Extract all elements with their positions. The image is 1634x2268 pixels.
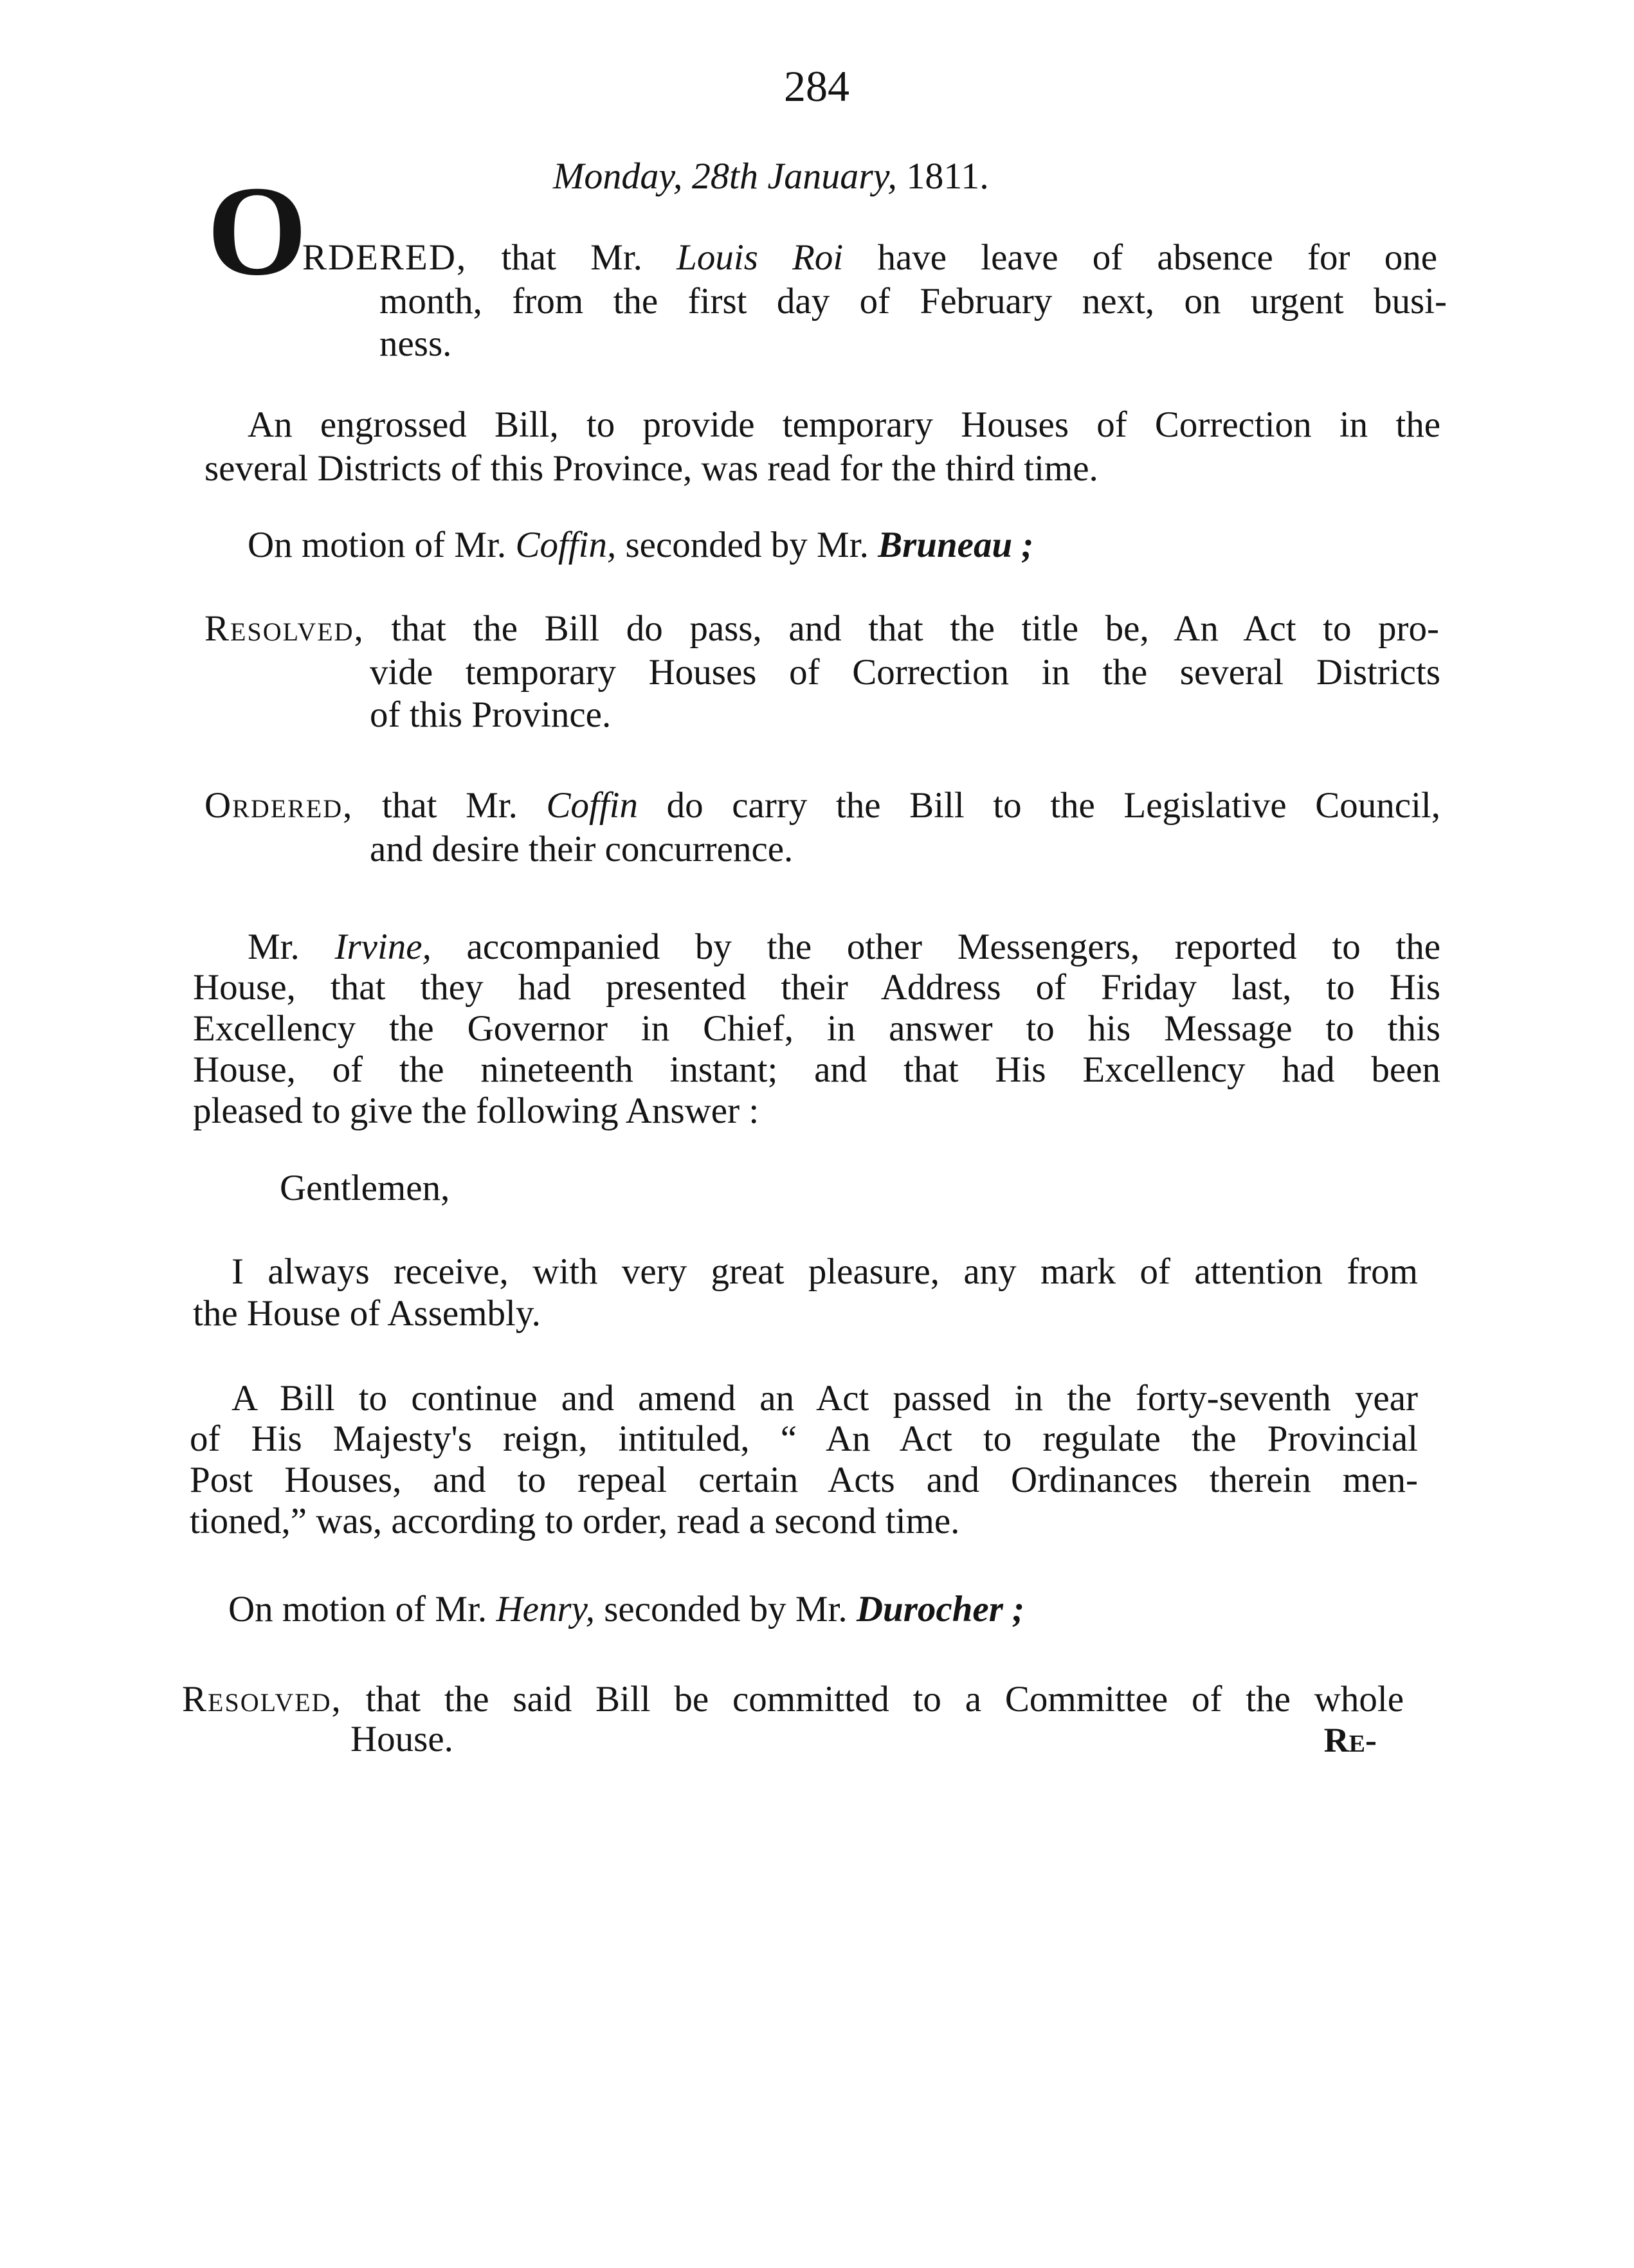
paragraph-line: I always receive, with very great pleasure, any mark of attention from	[231, 1251, 1418, 1292]
salutation	[280, 1167, 666, 1210]
paragraph-irvine-report	[248, 926, 1440, 968]
paragraph-line: the House of Assembly.	[193, 1293, 541, 1334]
paragraph-line: Post Houses, and to repeal certain Acts and Ordinances therein men-	[190, 1460, 1418, 1500]
paragraph-leave-of-absence	[302, 237, 1437, 279]
paragraph-ordered-carry-cont	[370, 828, 1399, 871]
paragraph-line: A Bill to continue and amend an Act passed in the forty-seventh year	[231, 1378, 1418, 1419]
paragraph-line: vide temporary Houses of Correction in the several Districts	[370, 652, 1440, 693]
paragraph-line: RDERED, that Mr. Louis Roi have leave of absence for one	[302, 237, 1438, 278]
date-text: Monday, 28th January,	[553, 155, 897, 197]
paragraph-engrossed-bill-cont	[204, 448, 1426, 490]
drop-cap: O	[207, 160, 307, 302]
paragraph-line: of this Province.	[370, 694, 612, 735]
paragraph-motion-henry	[228, 1588, 1321, 1631]
member-name: Durocher ;	[856, 1589, 1025, 1629]
member-name: Coffin	[546, 785, 639, 826]
paragraph-line: Ordered, that Mr. Coffin do carry the Bill to the Legislative Council,	[204, 785, 1441, 826]
paragraph-line: month, from the first day of February next, on urgent busi-	[379, 281, 1447, 322]
paragraph-line: of His Majesty's reign, intituled, “ An Act to regulate the Provincial	[190, 1419, 1418, 1459]
ordered-word: Ordered,	[204, 785, 354, 826]
date-year: 1811.	[906, 155, 989, 197]
paragraph-ordered-carry	[204, 785, 1440, 827]
resolved-word: Resolved,	[204, 608, 365, 649]
paragraph-line: several Districts of this Province, was read for the third time.	[204, 448, 1098, 489]
resolved-word: Resolved,	[182, 1679, 342, 1719]
paragraph-line: pleased to give the following Answer :	[193, 1091, 759, 1131]
paragraph-line: Resolved, that the Bill do pass, and that the title be, An Act to pro-	[204, 608, 1440, 649]
paragraph-line: On motion of Mr. Henry, seconded by Mr. Durocher ;	[228, 1589, 1025, 1629]
paragraph-irvine-report-cont	[193, 967, 1440, 1132]
paragraph-line: Mr. Irvine, accompanied by the other Messengers, reported to the	[248, 927, 1441, 967]
paragraph-line: tioned,” was, according to order, read a second time.	[190, 1501, 960, 1541]
paragraph-post-houses-bill-cont	[190, 1419, 1418, 1542]
paragraph-line: House, of the nineteenth instant; and that His Excellency had been	[193, 1049, 1440, 1090]
paragraph-line: House, that they had presented their Address of Friday last, to His	[193, 967, 1440, 1008]
paragraph-line: ness.	[379, 323, 452, 364]
paragraph-resolved-committee-cont	[350, 1718, 736, 1761]
member-name: Irvine,	[334, 927, 431, 967]
paragraph-line: and desire their concurrence.	[370, 829, 794, 869]
salutation-text: Gentlemen,	[280, 1168, 450, 1208]
paragraph-engrossed-bill	[248, 404, 1440, 446]
paragraph-motion-coffin	[248, 524, 1341, 567]
catchword: Re-	[1323, 1721, 1377, 1759]
page-number: 284	[784, 62, 849, 111]
member-name: Louis Roi	[676, 237, 844, 278]
paragraph-resolved-pass	[204, 608, 1439, 650]
paragraph-line: Excellency the Governor in Chief, in answer to his Message to this	[193, 1008, 1440, 1049]
paragraph-resolved-committee	[182, 1678, 1404, 1721]
paragraph-governor-answer-cont	[193, 1293, 1157, 1335]
paragraph-line: An engrossed Bill, to provide temporary Houses of Correction in the	[248, 404, 1440, 445]
paragraph-governor-answer	[231, 1251, 1418, 1293]
member-name: Coffin,	[515, 525, 617, 565]
paragraph-leave-of-absence-cont	[379, 280, 1447, 365]
paragraph-line: On motion of Mr. Coffin, seconded by Mr. Bruneau ;	[248, 525, 1034, 565]
member-name: Bruneau ;	[878, 525, 1034, 565]
date-heading	[553, 154, 989, 197]
paragraph-post-houses-bill	[231, 1377, 1418, 1420]
paragraph-resolved-pass-cont	[370, 651, 1440, 736]
ordered-word: RDERED,	[302, 237, 468, 278]
paragraph-line: House.	[350, 1719, 453, 1759]
member-name: Henry,	[496, 1589, 595, 1629]
paragraph-line: Resolved, that the said Bill be committed to a Committee of the whole	[182, 1679, 1404, 1719]
